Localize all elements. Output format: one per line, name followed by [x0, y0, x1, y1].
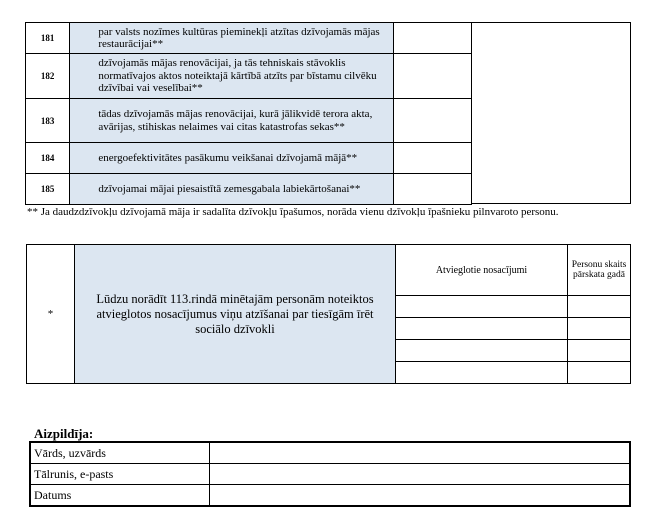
table-row [30, 485, 630, 507]
row-number: 183 [26, 99, 70, 143]
row-value-cell[interactable] [393, 143, 471, 174]
filler-title: Aizpildīja: [34, 426, 94, 441]
row-description: dzīvojamai mājai piesaistītā zemesgabala labiekārtošanai** [70, 174, 394, 205]
field-label-date: Datums [30, 485, 210, 507]
table-row [30, 464, 630, 485]
name-input[interactable] [210, 442, 631, 464]
table-row [26, 174, 472, 205]
persons-input[interactable] [568, 318, 631, 340]
row-description: tādas dzīvojamās mājas renovācijai, kurā jālikvidē terora akta, avārijas, stihiskas nelaimes vai citas katastrofas sekas** [70, 99, 394, 143]
persons-input[interactable] [568, 340, 631, 362]
row-description: dzīvojamās mājas renovācijai, ja tās tehniskais stāvoklis normatīvajos aktos noteiktajā kārtībā atzīts par bīstamu cilvēku dzīvībai vai veselībai** [70, 54, 394, 99]
request-text: Lūdzu norādīt 113.rindā minētajām personām noteiktos atvieglotos nosacījumus viņu atzīšanai par tiesīgām īrēt sociālo dzīvokli [75, 245, 396, 384]
col-header-conditions: Atvieglotie nosacījumi [396, 245, 568, 296]
row-number: 185 [26, 174, 70, 205]
conditions-input[interactable] [396, 340, 568, 362]
row-value-cell[interactable] [393, 174, 471, 205]
table-row [30, 442, 630, 464]
row-number: 184 [26, 143, 70, 174]
section-marker: * [27, 245, 75, 384]
conditions-input[interactable] [396, 362, 568, 384]
persons-input[interactable] [568, 296, 631, 318]
table-row [26, 143, 472, 174]
row-number: 182 [26, 54, 70, 99]
field-label-contact: Tālrunis, e-pasts [30, 464, 210, 485]
row-value-cell[interactable] [393, 54, 471, 99]
filler-table [29, 441, 631, 507]
table-row [26, 99, 472, 143]
row-number: 181 [26, 23, 70, 54]
persons-input[interactable] [568, 362, 631, 384]
row-value-cell[interactable] [393, 99, 471, 143]
right-empty-box [471, 22, 631, 204]
row-value-cell[interactable] [393, 23, 471, 54]
row-description: par valsts nozīmes kultūras pieminekļi atzītas dzīvojamās mājas restaurācijai** [70, 23, 394, 54]
table-row [27, 245, 631, 296]
conditions-input[interactable] [396, 318, 568, 340]
indicator-table [25, 22, 472, 205]
col-header-persons: Personu skaits pārskata gadā [568, 245, 631, 296]
field-label-name: Vārds, uzvārds [30, 442, 210, 464]
table-row [26, 23, 472, 54]
contact-input[interactable] [210, 464, 631, 485]
social-housing-table [26, 244, 631, 384]
table-row [26, 54, 472, 99]
date-input[interactable] [210, 485, 631, 507]
footnote: ** Ja daudzdzīvokļu dzīvojamā māja ir sadalīta dzīvokļu īpašumos, norāda vienu dzīvokļu īpašnieku pilnvaroto personu. [27, 206, 559, 218]
row-description: energoefektivitātes pasākumu veikšanai dzīvojamā mājā** [70, 143, 394, 174]
conditions-input[interactable] [396, 296, 568, 318]
